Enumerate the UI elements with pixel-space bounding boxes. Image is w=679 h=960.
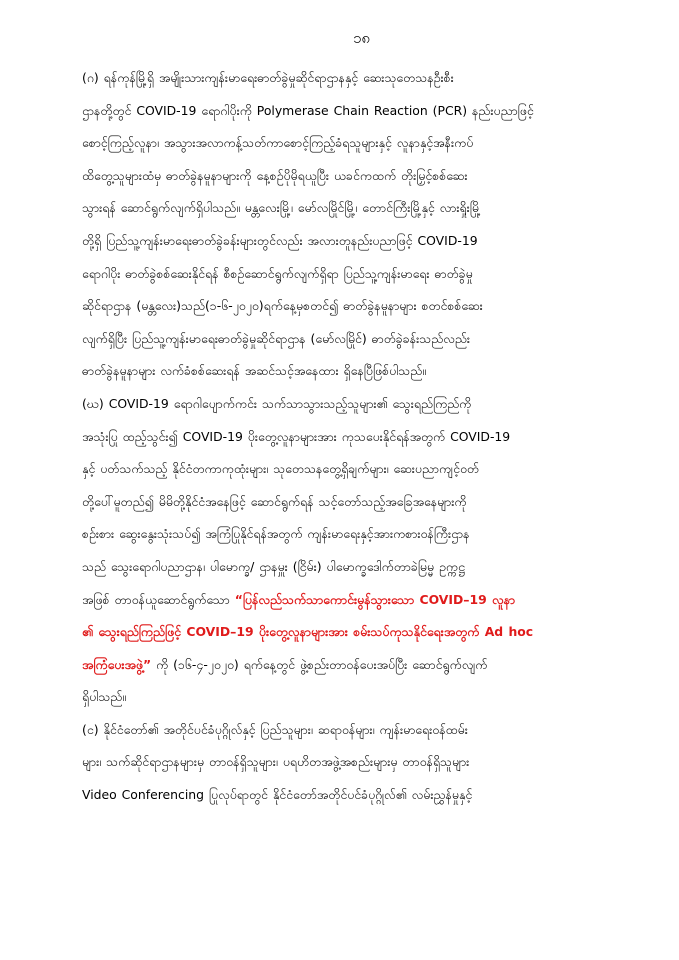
text-line [82,518,633,551]
text-line [82,551,633,584]
paragraph [82,62,633,388]
text-segment: လျက်ရှိပြီး ပြည်သူ့ကျန်းမာရေးဓာတ်ခွဲမှုဆိုင်ရာဌာန (မော်လမြိုင်) ဓာတ်ခွဲခန်းသည်လည်း [82,330,471,346]
text-segment: ရှိပါသည်။ [82,689,127,705]
text-segment: အဖြစ် တာဝန်ယူဆောင်ရွက်သော [82,591,235,607]
text-segment: တို့ပေါ်မူတည်၍ မိမိတို့နိုင်ငံအနေဖြင့် ဆောင်ရွက်ရန် သင့်တော်သည့်အခြေအနေများကို [82,493,467,509]
text-segment: သွားရန် ဆောင်ရွက်လျက်ရှိပါသည်။ မန္တလေးမြို့၊ မော်လမြိုင်မြို့၊ တောင်ကြီးမြို့နှင့် လားရှိုးမြို့ [82,200,481,216]
text-segment: (ဂ) ရန်ကုန်မြို့ရှိ အမျိုးသားကျန်းမာရေးဓာတ်ခွဲမှုဆိုင်ရာဌာနနှင့် ဆေးသုတေသနဦးစီး [82,70,454,85]
text-line [82,453,633,486]
text-segment: ဌာနတို့တွင် COVID-19 ရောဂါပိုးကို Polymerase Chain Reaction (PCR) နည်းပညာဖြင့် [82,102,534,118]
text-line [82,584,633,617]
text-line [82,225,633,258]
text-line [82,746,633,779]
paragraph [82,388,633,714]
text-segment: Video Conferencing ပြုလုပ်ရာတွင် နိုင်ငံတော်အတိုင်ပင်ခံပုဂ္ဂိုလ်၏ လမ်းညွှန်မှုနှင့် [82,787,473,803]
paragraph [82,714,633,812]
text-segment: (ဃ) COVID-19 ရောဂါပျောက်ကင်း သက်သာသွားသည့်သူများ၏ သွေးရည်ကြည်ကို [82,395,472,411]
text-segment: သည် သွေးရောဂါပညာဌာန၊ ပါမောက္ခ/ ဌာနမှူး (ငြိမ်း) ပါမောက္ခဒေါက်တာခဲမြမ္မ ဥက္ကဋ္ဌ [82,558,465,574]
text-line [82,486,633,519]
text-line [82,95,633,128]
text-segment: ထိတွေ့သူများထံမှ ဓာတ်ခွဲနမူနာများကို နေ့စဉ်ပိုမိုရယူပြီး ယခင်ကထက် တိုးမြှင့်စစ်ဆေး [82,167,468,183]
text-line [82,421,633,454]
text-segment: ဆိုင်ရာဌာန (မန္တလေး)သည်(၁-၆-၂၀၂၀)ရက်နေ့မှစတင်၍ ဓာတ်ခွဲနမူနာများ စတင်စစ်ဆေး [82,298,483,314]
text-line [82,388,633,421]
text-line [82,714,633,747]
page-number: ၁၈ [352,29,370,47]
text-line [82,192,633,225]
text-line [82,127,633,160]
text-segment: ဓာတ်ခွဲနမူနာများ လက်ခံစစ်ဆေးရန် အဆင်သင့်အနေထား ရှိနေပြီဖြစ်ပါသည်။ [82,363,427,379]
text-line [82,323,633,356]
text-line [82,779,633,812]
text-segment: အသုံးပြု ထည့်သွင်း၍ COVID-19 ပိုးတွေ့လူနာများအား ကုသပေးနိုင်ရန်အတွက် COVID-19 [82,428,511,444]
text-segment: တို့ရှိ ပြည်သူ့ကျန်းမာရေးဓာတ်ခွဲခန်းများတွင်လည်း အလားတူနည်းပညာဖြင့် COVID-19 [82,232,478,248]
text-segment: ကို (၁၆-၄-၂၀၂၀) ရက်နေ့တွင် ဖွဲ့စည်းတာဝန်ပေးအပ်ပြီး ဆောင်ရွက်လျက် [151,656,488,672]
body-text [82,62,633,812]
highlighted-text: ၏ သွေးရည်ကြည်ဖြင့် COVID–19 ပိုးတွေ့လူနာများအား စမ်းသပ်ကုသနိုင်ရေးအတွက် Ad hoc [82,624,534,640]
text-segment: နှင့် ပတ်သက်သည့် နိုင်ငံတကာကုထုံးများ၊ သုတေသနတွေ့ရှိချက်များ၊ ဆေးပညာကျင့်ဝတ် [82,461,479,477]
text-line [82,290,633,323]
text-line [82,649,633,682]
highlighted-text: “ပြန်လည်သက်သာကောင်းမွန်သွားသော COVID–19 လူနာ [234,591,516,607]
text-line [82,355,633,388]
text-segment: (င) နိုင်ငံတော်၏ အတိုင်ပင်ခံပုဂ္ဂိုလ်နှင့် ပြည်သူများ၊ ဆရာဝန်များ၊ ကျန်းမာရေးဝန်ထမ်း [82,721,468,737]
text-line [82,258,633,291]
highlighted-text: အကြံပေးအဖွဲ့” [82,656,152,672]
text-line [82,160,633,193]
text-segment: များ၊ သက်ဆိုင်ရာဌာနများမှ တာဝန်ရှိသူများ၊ ပရဟိတအဖွဲ့အစည်းများမှ တာဝန်ရှိသူများ [82,754,470,770]
text-line [82,681,633,714]
text-line [82,62,633,95]
text-segment: စောင့်ကြည့်လူနာ၊ အသွားအလာကန့်သတ်ကာစောင့်ကြည့်ခံရသူများနှင့် လူနာနှင့်အနီးကပ် [82,135,474,151]
text-line [82,616,633,649]
text-segment: ရောဂါပိုး ဓာတ်ခွဲစစ်ဆေးနိုင်ရန် စီစဉ်ဆောင်ရွက်လျက်ရှိရာ ပြည်သူ့ကျန်းမာရေး ဓာတ်ခွဲမှု [82,265,473,281]
text-segment: စဉ်းစား ဆွေးနွေးသုံးသပ်၍ အကြံပြုနိုင်ရန်အတွက် ကျန်းမာရေးနှင့်အားကစားဝန်ကြီးဌာန [82,526,470,542]
